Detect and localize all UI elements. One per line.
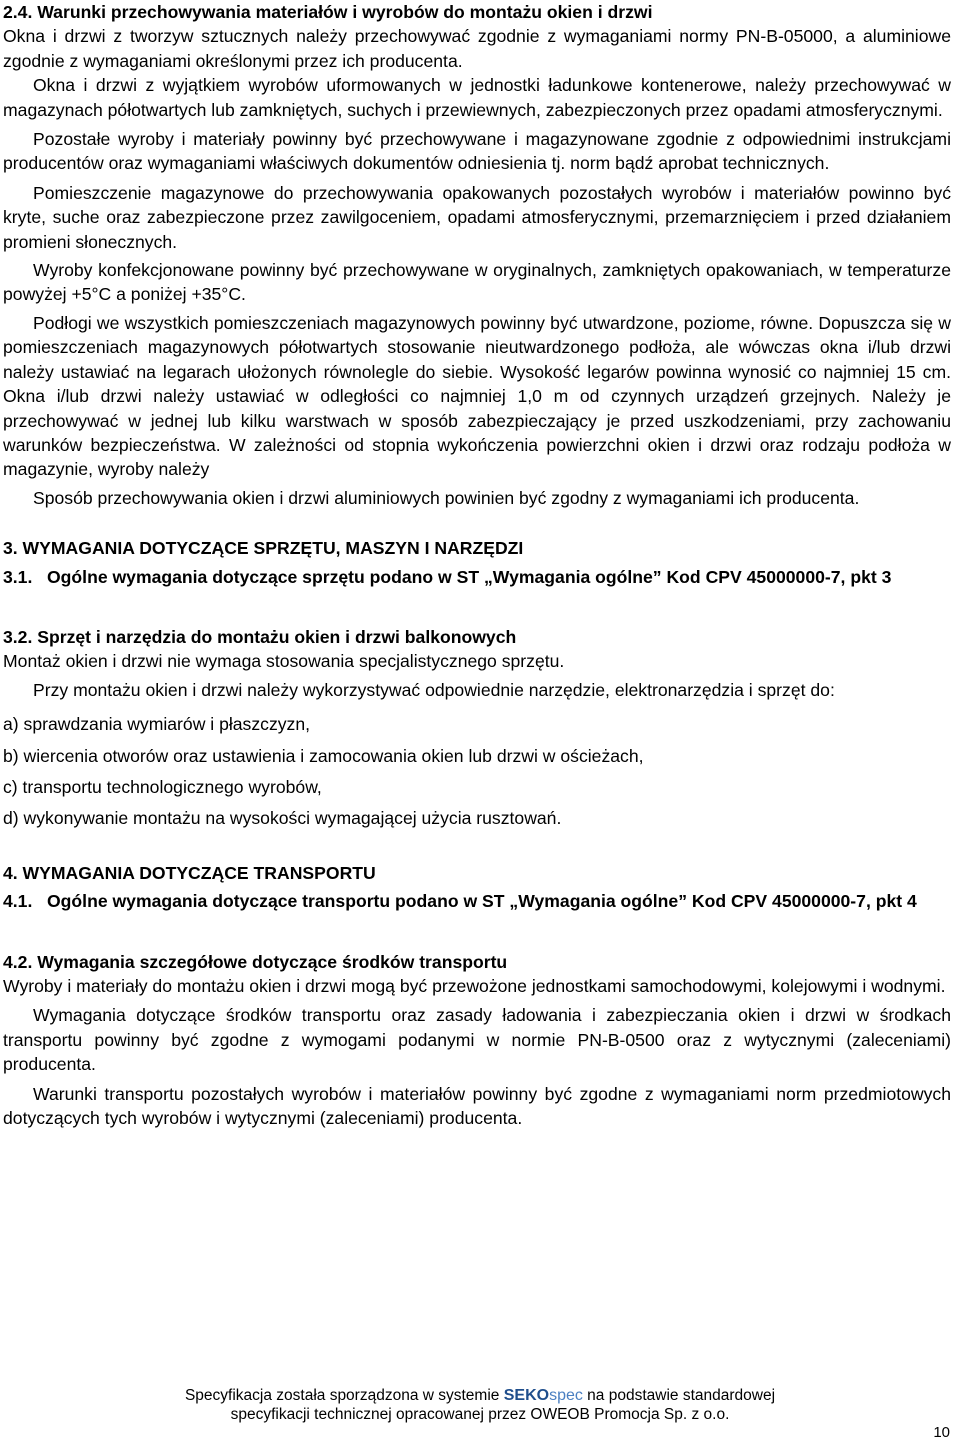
list-item: d) wykonywanie montażu na wysokości wymagającej użycia rusztowań. — [3, 808, 562, 829]
section-number: 3.1. — [3, 566, 33, 587]
footer-text: na podstawie standardowej — [587, 1387, 776, 1404]
section-4-2-heading: 4.2. Wymagania szczegółowe dotyczące środków transportu — [3, 951, 508, 972]
paragraph: Montaż okien i drzwi nie wymaga stosowania specjalistycznego sprzętu. — [3, 651, 565, 672]
sekospec-logo: SEKOspec — [503, 1387, 583, 1404]
section-title: Ogólne wymagania dotyczące transportu podano w ST „Wymagania ogólne” Kod CPV 45000000-7, pkt 4 — [47, 891, 917, 912]
section-4-heading: 4. WYMAGANIA DOTYCZĄCE TRANSPORTU — [3, 862, 376, 883]
footer-line-1 — [0, 1386, 960, 1405]
paragraph: Pozostałe wyroby i materiały powinny być przechowywane i magazynowane zgodnie z odpowiednimi instrukcjami producentów oraz wymaganiami właściwych dokumentów odniesienia tj. norm bądź aprobat technicznych. — [3, 129, 951, 174]
page-footer — [0, 1386, 960, 1424]
list-item: a) sprawdzania wymiarów i płaszczyzn, — [3, 714, 311, 735]
section-2-4-heading: 2.4. Warunki przechowywania materiałów i wyrobów do montażu okien i drzwi — [3, 2, 653, 22]
section-number: 4.1. — [3, 891, 33, 912]
paragraph: Okna i drzwi z tworzyw sztucznych należy przechowywać zgodnie z wymaganiami normy PN-B-05000, a aluminiowe zgodnie z wymaganiami określonymi przez ich producenta. — [3, 26, 951, 71]
section-3-heading: 3. WYMAGANIA DOTYCZĄCE SPRZĘTU, MASZYN I NARZĘDZI — [3, 538, 524, 559]
paragraph: Przy montażu okien i drzwi należy wykorzystywać odpowiednie narzędzie, elektronarzędzia i sprzęt do: — [33, 679, 835, 700]
footer-text: Specyfikacja została sporządzona w systemie — [184, 1387, 500, 1404]
section-3-1-heading — [3, 565, 951, 589]
tool-list — [3, 712, 951, 831]
paragraph: Pomieszczenie magazynowe do przechowywania opakowanych pozostałych wyrobów i materiałów powinno być kryte, suche oraz zabezpieczone przez zawilgoceniem, opadami atmosferycznymi, przemarznięciem i przed działaniem promieni słonecznych. — [3, 182, 951, 252]
page-number: 10 — [933, 1424, 950, 1441]
paragraph: Sposób przechowywania okien i drzwi aluminiowych powinien być zgodny z wymaganiami ich producenta. — [33, 487, 860, 508]
paragraph: Podłogi we wszystkich pomieszczeniach magazynowych powinny być utwardzone, poziome, równe. Dopuszcza się w pomieszczeniach magazynowych półotwartych stosowanie nieutwardzonego podłoża, ale wówczas okna i/lub drzwi należy ustawiać na legarach ułożonych równolegle do siebie. Wysokość legarów powinna wynosić co najmniej 15 cm. Okna i/lub drzwi należy ustawiać w odległości co najmniej 1,0 m od czynnych urządzeń grzejnych. Należy je przechowywać w jednej lub kilku warstwach w sposób zabezpieczający je przed uszkodzeniami, przy zachowaniu warunków bezpieczeństwa. W zależności od stopnia wykończenia powierzchni okien i drzwi oraz rodzaju podłoża w magazynie, wyroby należy — [3, 312, 951, 480]
document-body — [3, 0, 951, 1130]
paragraph: Wyroby i materiały do montażu okien i drzwi mogą być przewożone jednostkami samochodowymi, kolejowymi i wodnymi. — [3, 976, 946, 996]
section-4-1-heading — [3, 889, 951, 913]
list-item: b) wiercenia otworów oraz ustawienia i zamocowania okien lub drzwi w ościeżach, — [3, 745, 644, 766]
footer-line-2: specyfikacji technicznej opracowanej przez OWEOB Promocja Sp. z o.o. — [230, 1406, 730, 1423]
paragraph: Okna i drzwi z wyjątkiem wyrobów uformowanych w jednostki ładunkowe kontenerowe, należy przechowywać w magazynach półotwartych lub zamkniętych, suchych i przewiewnych, zabezpieczonych przez opadami atmosferycznymi. — [3, 75, 951, 120]
section-3-2-heading: 3.2. Sprzęt i narzędzia do montażu okien i drzwi balkonowych — [3, 626, 517, 647]
paragraph: Wymagania dotyczące środków transportu oraz zasady ładowania i zabezpieczania okien i drzwi w środkach transportu powinny być zgodne z wymogami podanymi w normie PN-B-0500 oraz z wytycznymi (zaleceniami) producenta. — [3, 1005, 951, 1075]
paragraph: Warunki transportu pozostałych wyrobów i materiałów powinny być zgodne z wymaganiami norm przedmiotowych dotyczących tych wyrobów i wytycznymi (zaleceniami) producenta. — [3, 1083, 951, 1129]
list-item: c) transportu technologicznego wyrobów, — [3, 776, 322, 797]
section-title: Ogólne wymagania dotyczące sprzętu podano w ST „Wymagania ogólne” Kod CPV 45000000-7, pkt 3 — [47, 566, 892, 587]
paragraph: Wyroby konfekcjonowane powinny być przechowywane w oryginalnych, zamkniętych opakowaniach, w temperaturze powyżej +5°C a poniżej +35°C. — [3, 260, 951, 305]
